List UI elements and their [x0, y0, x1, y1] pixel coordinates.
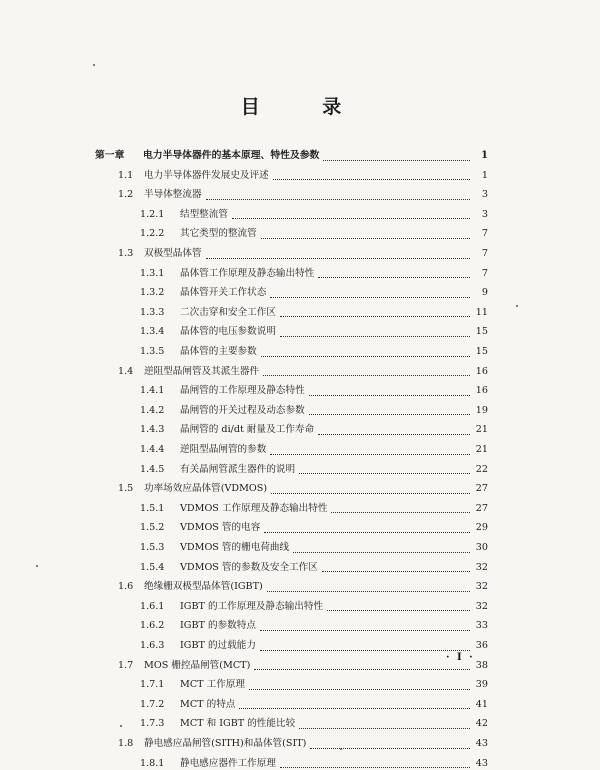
- toc-leader-dots: [318, 426, 470, 435]
- toc-leader-dots: [310, 740, 470, 749]
- scan-speck: [93, 64, 95, 66]
- toc-page-number: 43: [475, 757, 488, 769]
- scan-speck: [340, 748, 342, 750]
- toc-page-number: 42: [475, 718, 488, 730]
- toc-entry-number: 1.7: [118, 659, 134, 671]
- toc-leader-dots: [267, 583, 470, 592]
- toc-entry-row[interactable]: [140, 640, 488, 652]
- toc-entry-title: 晶闸管的工作原理及静态特性: [180, 385, 305, 397]
- toc-entry-title: VDMOS 工作原理及静态输出特性: [180, 502, 328, 514]
- toc-chapter-row[interactable]: [95, 150, 488, 162]
- toc-page-number: 7: [481, 267, 488, 279]
- toc-page-number: 33: [475, 620, 488, 632]
- toc-entry-row[interactable]: [140, 699, 488, 711]
- toc-entry-number: 1.6: [118, 581, 134, 593]
- toc-entry-title: MCT 的特点: [180, 698, 236, 710]
- toc-entry-number: 1.1: [118, 169, 134, 181]
- toc-page-number: 27: [475, 483, 488, 495]
- toc-entry-row[interactable]: [140, 268, 488, 280]
- toc-entry-number: 1.4.5: [140, 463, 165, 475]
- toc-entry-row[interactable]: [140, 385, 488, 397]
- toc-leader-dots: [263, 367, 470, 376]
- toc-page-number: 3: [481, 189, 488, 201]
- toc-entry-title: 晶体管的主要参数: [180, 346, 257, 357]
- toc-page-number: 15: [475, 326, 488, 338]
- toc-page-number: 21: [475, 424, 488, 436]
- toc-entry-title: VDMOS 管的栅电荷曲线: [180, 542, 290, 553]
- page-title: 目 录: [240, 96, 370, 118]
- toc-entry-title: IGBT 的参数特点: [180, 620, 256, 632]
- toc-entry-title: IGBT 的过载能力: [180, 640, 256, 651]
- toc-entry-row[interactable]: [140, 228, 488, 240]
- toc-entry-title: 逆阻型晶闸管的参数: [180, 444, 267, 455]
- toc-leader-dots: [232, 210, 470, 219]
- toc-entry-title: 功率场效应晶体管(VDMOS): [144, 483, 268, 495]
- toc-entry-number: 1.4.2: [140, 404, 165, 416]
- toc-entry-title: 静电感应器件工作原理: [180, 757, 276, 769]
- toc-leader-dots: [249, 681, 470, 690]
- toc-page-number: 32: [475, 581, 488, 593]
- toc-leader-dots: [280, 328, 470, 337]
- toc-entry-title: 有关晶闸管派生器件的说明: [180, 463, 296, 475]
- toc-leader-dots: [264, 524, 470, 533]
- toc-leader-dots: [299, 720, 470, 729]
- toc-entry-row[interactable]: [118, 248, 488, 260]
- toc-entry-number: 1.2: [118, 189, 134, 201]
- toc-entry-row[interactable]: [118, 170, 488, 182]
- toc-leader-dots: [260, 622, 470, 631]
- toc-entry-row[interactable]: [118, 189, 488, 201]
- toc-entry-row[interactable]: [140, 542, 488, 554]
- toc-page-number: 27: [475, 502, 488, 514]
- toc-entry-title: 结型整流管: [180, 208, 228, 220]
- toc-leader-dots: [323, 152, 470, 161]
- toc-entry-number: 1.8.1: [140, 757, 165, 769]
- toc-page-number: 32: [475, 600, 488, 612]
- toc-entry-title: 晶闸管的 di/dt 耐量及工作寿命: [180, 424, 315, 436]
- toc-leader-dots: [327, 602, 470, 611]
- toc-page-number: 16: [475, 365, 488, 377]
- toc-entry-title: IGBT 的工作原理及静态输出特性: [180, 600, 324, 612]
- toc-entry-number: 1.3.1: [140, 267, 165, 279]
- toc-entry-row[interactable]: [140, 718, 488, 730]
- toc-entry-title: MCT 和 IGBT 的性能比较: [180, 718, 296, 730]
- toc-leader-dots: [309, 387, 470, 396]
- toc-page-number: 29: [475, 522, 488, 534]
- toc-page-number: 36: [475, 640, 488, 651]
- toc-entry-number: 1.6.1: [140, 600, 165, 612]
- toc-entry-number: 1.5.4: [140, 561, 165, 573]
- toc-entry-row[interactable]: [140, 562, 488, 574]
- toc-entry-title: 晶体管工作原理及静态输出特性: [180, 267, 315, 279]
- toc-entry-title: 电力半导体器件的基本原理、特性及参数: [143, 150, 320, 161]
- toc-entry-row[interactable]: [140, 346, 488, 358]
- toc-leader-dots: [273, 171, 470, 180]
- toc-page-number: 1: [481, 150, 488, 161]
- toc-leader-dots: [309, 406, 470, 415]
- toc-entry-row[interactable]: [118, 660, 488, 672]
- toc-entry-row[interactable]: [118, 366, 488, 378]
- toc-page-number: 1: [481, 169, 488, 181]
- toc-entry-title: 双极型晶体管: [144, 248, 202, 259]
- toc-entry-title: 晶闸管的开关过程及动态参数: [180, 404, 305, 416]
- toc-leader-dots: [261, 230, 470, 239]
- toc-entry-row[interactable]: [140, 758, 488, 770]
- toc-entry-title: MOS 栅控晶闸管(MCT): [144, 659, 251, 671]
- toc-leader-dots: [280, 308, 470, 317]
- toc-entry-title: 逆阻型晶闸管及其派生器件: [144, 365, 260, 377]
- toc-page-number: 32: [475, 561, 488, 573]
- toc-leader-dots: [260, 642, 470, 651]
- toc-entry-row[interactable]: [140, 620, 488, 632]
- toc-page-number: 11: [475, 306, 488, 318]
- toc-entry-row[interactable]: [140, 209, 488, 221]
- toc-entry-title: 电力半导体器件发展史及评述: [144, 169, 269, 181]
- toc-entry-title: 绝缘栅双极型晶体管(IGBT): [144, 581, 263, 593]
- toc-entry-number: 1.3.4: [140, 326, 165, 338]
- toc-entry-number: 1.7.3: [140, 718, 165, 730]
- toc-leader-dots: [270, 289, 470, 298]
- toc-entry-row[interactable]: [118, 483, 488, 495]
- toc-entry-title: 半导体整流器: [144, 189, 202, 201]
- toc-entry-row[interactable]: [140, 601, 488, 613]
- toc-leader-dots: [271, 485, 470, 494]
- toc-leader-dots: [261, 348, 470, 357]
- toc-page-number: 16: [475, 385, 488, 397]
- toc-page-number: 22: [475, 463, 488, 475]
- toc-entry-number: 1.3: [118, 248, 134, 259]
- scan-speck: [120, 725, 122, 727]
- toc-leader-dots: [322, 563, 470, 572]
- toc-entry-title: 晶体管的电压参数说明: [180, 326, 276, 338]
- toc-entry-title: 静电感应晶闸管(SITH)和晶体管(SIT): [144, 738, 307, 749]
- toc-entry-number: 1.4.3: [140, 424, 165, 436]
- toc-entry-row[interactable]: [140, 287, 488, 299]
- toc-entry-number: 1.2.1: [140, 208, 165, 220]
- toc-page-number: 19: [475, 404, 488, 416]
- toc-leader-dots: [318, 269, 470, 278]
- toc-page-number: 41: [475, 698, 488, 710]
- toc-entry-number: 1.2.2: [140, 228, 165, 240]
- toc-page-number: 9: [481, 287, 488, 299]
- toc-entry-row[interactable]: [140, 522, 488, 534]
- toc-entry-number: 1.7.1: [140, 679, 165, 691]
- toc-leader-dots: [270, 446, 470, 455]
- toc-leader-dots: [299, 465, 470, 474]
- toc-entry-title: VDMOS 管的参数及安全工作区: [180, 561, 318, 573]
- toc-entry-number: 1.5.1: [140, 502, 165, 514]
- toc-entry-row[interactable]: [140, 444, 488, 456]
- toc-entry-title: 二次击穿和安全工作区: [180, 306, 276, 318]
- toc-leader-dots: [293, 544, 470, 553]
- toc-entry-title: MCT 工作原理: [180, 679, 245, 691]
- toc-entry-row[interactable]: [140, 405, 488, 417]
- toc-entry-title: 其它类型的整流管: [180, 228, 257, 240]
- scan-speck: [516, 305, 518, 307]
- toc-entry-number: 1.4.4: [140, 444, 165, 455]
- toc-page-number: 15: [475, 346, 488, 357]
- toc-leader-dots: [239, 700, 470, 709]
- toc-entry-row[interactable]: [140, 307, 488, 319]
- toc-entry-row[interactable]: [140, 503, 488, 515]
- toc-page-number: 7: [481, 228, 488, 240]
- toc-page-number: 7: [481, 248, 488, 259]
- toc-entry-number: 1.7.2: [140, 698, 165, 710]
- toc-entry-row[interactable]: [140, 326, 488, 338]
- scan-speck: [36, 565, 38, 567]
- toc-leader-dots: [206, 191, 470, 200]
- toc-entry-row[interactable]: [140, 679, 488, 691]
- toc-entry-number: 1.3.3: [140, 306, 165, 318]
- toc-entry-number: 1.5: [118, 483, 134, 495]
- toc-leader-dots: [331, 504, 470, 513]
- toc-entry-row[interactable]: [118, 738, 488, 750]
- toc-entry-number: 1.5.2: [140, 522, 165, 534]
- toc-page-number: 30: [475, 542, 488, 553]
- toc-leader-dots: [206, 250, 470, 259]
- toc-entry-number: 第一章: [95, 150, 125, 161]
- toc-entry-number: 1.4.1: [140, 385, 165, 397]
- toc-entry-title: VDMOS 管的电容: [180, 522, 261, 534]
- toc-entry-number: 1.5.3: [140, 542, 165, 553]
- toc-entry-number: 1.4: [118, 365, 134, 377]
- page-number: · I ·: [446, 652, 475, 663]
- toc-page-number: 21: [475, 444, 488, 455]
- toc-page-number: 3: [481, 208, 488, 220]
- toc-entry-number: 1.3.2: [140, 287, 165, 299]
- toc-page-number: 39: [475, 679, 488, 691]
- toc-page-number: 43: [475, 738, 488, 749]
- toc-entry-title: 晶体管开关工作状态: [180, 287, 267, 299]
- toc-entry-row[interactable]: [118, 581, 488, 593]
- toc-entry-number: 1.8: [118, 738, 134, 749]
- toc-entry-number: 1.6.3: [140, 640, 165, 651]
- toc-entry-number: 1.6.2: [140, 620, 165, 632]
- toc-entry-number: 1.3.5: [140, 346, 165, 357]
- toc-entry-row[interactable]: [140, 464, 488, 476]
- toc-leader-dots: [254, 661, 470, 670]
- toc-page-number: 38: [475, 659, 488, 671]
- toc-entry-row[interactable]: [140, 424, 488, 436]
